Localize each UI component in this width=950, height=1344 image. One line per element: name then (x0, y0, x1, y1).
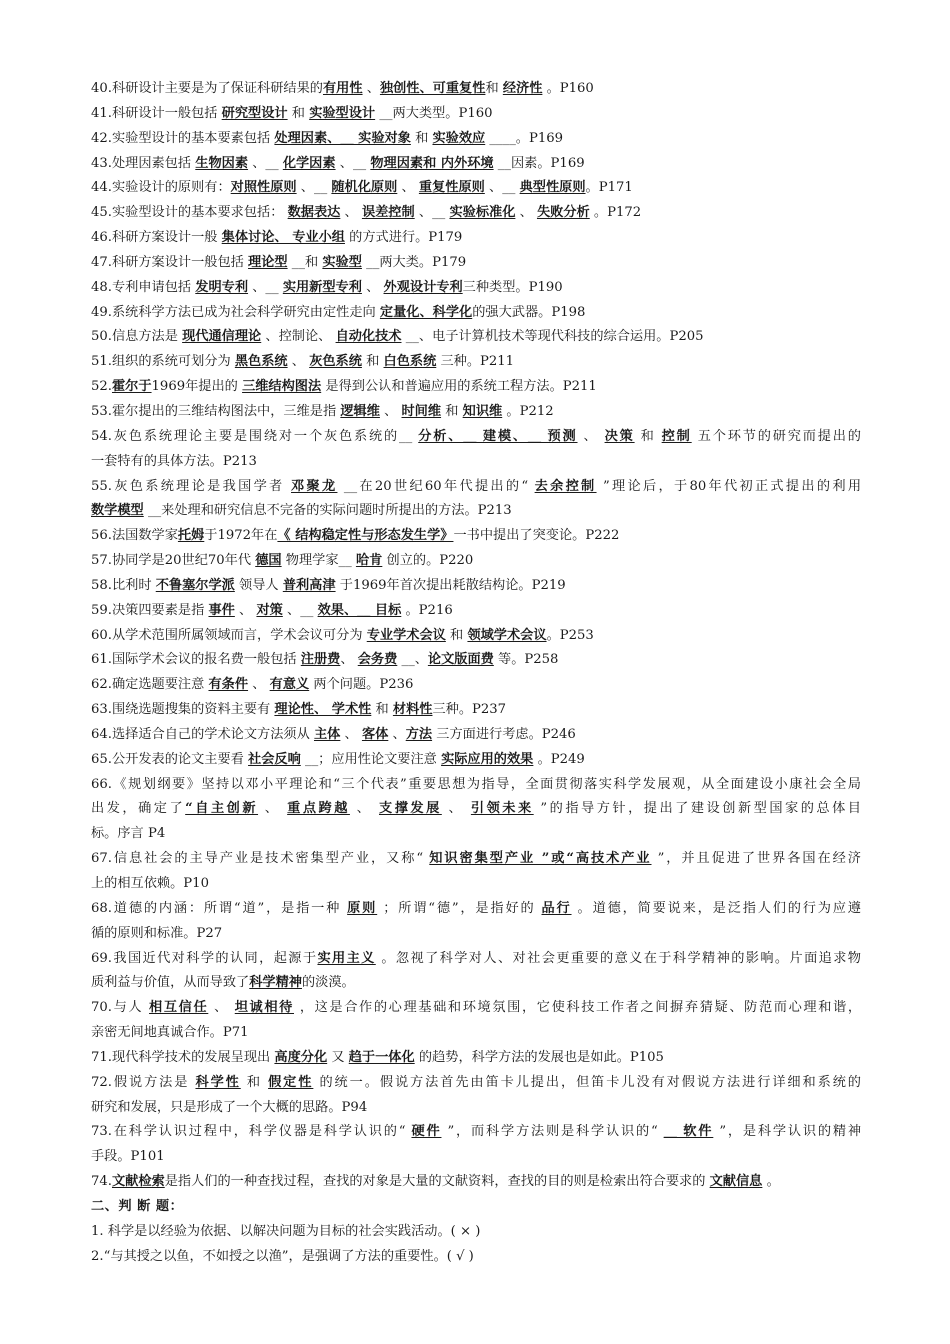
answer-text: “自主创新 (185, 801, 259, 817)
answer-text: 数据表达 (287, 205, 341, 221)
answer-text: 误差控制 (361, 205, 415, 221)
answer-text: 实验型 (322, 254, 362, 270)
answer-text: 决策 (604, 428, 635, 444)
question-line: 61.国际学术会议的报名费一般包括 注册费、 会务费 __、论文版面费 等。P258 (91, 652, 559, 668)
answer-text: 独创性、可重复性 (379, 81, 486, 96)
answer-text: 分析、__ 建模、__ 预测 (418, 428, 578, 444)
question-line: 57.协同学是20世纪70年代 德国 物理学家__ 哈肯 创立的。P220 (91, 553, 474, 569)
answer-text: 哈肯 (355, 553, 383, 569)
question-line: 67.信息社会的主导产业是技术密集型产业，又称“ 知识密集型产业 ”或“高技术产业 ”，并且促进了世界各国在经济 (91, 851, 861, 867)
question-line: 53.霍尔提出的三维结构图法中，三维是指 逻辑维 、 时间维 和 知识维 。P212 (91, 403, 554, 419)
answer-text: 文献检索 (111, 1174, 165, 1190)
answer-text: 处理因素、__ 实验对象 (274, 130, 411, 146)
answer-text: 社会反响 (248, 751, 301, 767)
answer-text: 会务费 (357, 652, 398, 668)
question-line: 标。序言 P4 (91, 826, 166, 842)
question-line: 65.公开发表的论文主要看 社会反响 __；应用性论文要注意 实际应用的效果 。P249 (91, 751, 585, 767)
answer-text: 理论型 (248, 254, 288, 270)
answer-text: 原则 (347, 900, 378, 916)
question-line: 52.霍尔于1969年提出的 三维结构图法 是得到公认和普遍应用的系统工程方法。P211 (91, 379, 597, 395)
fill-in-blank-questions (91, 77, 861, 1270)
answer-text: 知识密集型产业 ”或“高技术产业 (429, 851, 652, 867)
answer-text: 化学因素 (282, 155, 336, 171)
answer-text: 有意义 (269, 677, 310, 693)
answer-text: 事件 (208, 602, 235, 618)
answer-text: 领域学术会议 (467, 627, 547, 643)
answer-text: 论文版面费 (427, 652, 494, 668)
answer-text: 硬件 (411, 1124, 442, 1140)
answer-text: 白色系统 (383, 354, 437, 370)
question-line: 62.确定选题要注意 有条件 、 有意义 两个问题。P236 (91, 677, 414, 693)
answer-text: 典型性原则 (519, 180, 586, 196)
question-line: 50.信息方法是 现代通信理论 、控制论、 自动化技术 __、电子计算机技术等现代科技的综合运用。P205 (91, 329, 704, 345)
answer-text: 专业学术会议 (366, 627, 446, 643)
question-line: 2.“与其授之以鱼，不如授之以渔”，是强调了方法的重要性。( √ ) (91, 1248, 474, 1264)
answer-text: 重点跨越 (287, 801, 350, 817)
question-line: 47.科研方案设计一般包括 理论型 __和 实验型 __两大类。P179 (91, 254, 467, 270)
answer-text: 实验效应 (432, 130, 486, 146)
answer-text: 高度分化 (274, 1049, 328, 1065)
answer-text: 定量化、科学化 (379, 304, 473, 320)
question-line: 69.我国近代对科学的认同，起源于实用主义 。忽视了科学对人、对社会更重要的意义在于科学精神的影响。片面追求物 (91, 950, 861, 966)
answer-text: 不鲁塞尔学派 (155, 577, 235, 593)
question-line: 54.灰色系统理论主要是围绕对一个灰色系统的__ 分析、__ 建模、__ 预测 、 决策 和 控制 五个环节的研究而提出的 (91, 428, 861, 444)
question-line: 45.实验型设计的基本要求包括： 数据表达 、 误差控制 、__ 实验标准化 、 失败分析 。P172 (91, 205, 642, 221)
answer-text: 黑色系统 (234, 354, 288, 370)
answer-text: 集体讨论、 专业小组 (221, 230, 345, 246)
answer-text: 去余控制 (534, 478, 597, 494)
question-line: 手段。P101 (91, 1149, 165, 1165)
answer-text: 实验标准化 (449, 205, 516, 221)
question-line: 58.比利时 不鲁塞尔学派 领导人 普利高津 于1969年首次提出耗散结构论。P219 (91, 577, 566, 593)
answer-text: 控制 (661, 428, 692, 444)
answer-text: 假定性 (268, 1074, 314, 1090)
question-line: 42.实验型设计的基本要素包括 处理因素、__ 实验对象 和 实验效应 ____。P169 (91, 130, 564, 146)
question-line: 51.组织的系统可划分为 黑色系统 、 灰色系统 和 白色系统 三种。P211 (91, 354, 515, 370)
answer-text: 物理因素和 内外环境 (370, 155, 494, 171)
question-line: 出发，确定了“自主创新 、 重点跨越 、 支撑发展 、 引领未来 ”的指导方针，提出了建设创新型国家的总体目 (91, 801, 861, 817)
answer-text: 研究型设计 (221, 105, 288, 121)
question-line: 上的相互依赖。P10 (91, 876, 209, 891)
question-line: 43.处理因素包括 生物因素 、__ 化学因素 、__ 物理因素和 内外环境 __因素。P169 (91, 155, 585, 171)
answer-text: 知识维 (462, 403, 503, 419)
question-line: 59.决策四要素是指 事件 、 对策 、__ 效果、__ 目标 。P216 (91, 602, 453, 618)
question-line: 46.科研方案设计一般 集体讨论、 专业小组 的方式进行。P179 (91, 230, 463, 246)
answer-text: 随机化原则 (331, 180, 398, 196)
question-line: 72.假说方法是 科学性 和 假定性 的统一。假说方法首先由笛卡儿提出，但笛卡儿没有对假说方法进行详细和系统的 (91, 1074, 861, 1090)
answer-text: 三维结构图法 (242, 379, 322, 395)
question-line: 一套特有的具体方法。P213 (91, 453, 257, 469)
answer-text: 发明专利 (195, 279, 249, 295)
answer-text: 数学模型 (91, 503, 144, 519)
answer-text: 有条件 (208, 677, 249, 693)
question-line: 循的原则和标准。P27 (91, 925, 223, 941)
answer-text: 实用主义 (317, 950, 376, 966)
answer-text: 霍尔于 (111, 379, 152, 395)
answer-text: 对策 (256, 602, 283, 618)
answer-text: 对照性原则 (230, 180, 297, 196)
question-line: 56.法国数学家托姆于1972年在《 结构稳定性与形态发生学》一书中提出了突变论。P222 (91, 528, 620, 544)
question-line: 70.与人 相互信任 、 坦诚相待 ，这是合作的心理基础和环境氛围，它使科技工作者之间摒弃猜疑、防范而心理和谐， (91, 1000, 861, 1016)
answer-text: 托姆 (177, 528, 205, 544)
question-line: 74.文献检索是指人们的一种查找过程，查找的对象是大量的文献资料，查找的目的则是检索出符合要求的 文献信息 。 (91, 1174, 780, 1190)
question-line: 数学模型 __来处理和研究信息不完备的实际问题时所提出的方法。P213 (91, 503, 512, 519)
question-line: 41.科研设计一般包括 研究型设计 和 实验型设计 __两大类型。P160 (91, 105, 493, 121)
answer-text: 相互信任 (149, 1000, 209, 1016)
answer-text: 主体 (313, 726, 341, 742)
answer-text: 逻辑维 (340, 403, 380, 419)
answer-text: 重复性原则 (418, 180, 485, 196)
answer-text: 支撑发展 (379, 801, 442, 817)
question-line: 63.围绕选题搜集的资料主要有 理论性、 学术性 和 材料性三种。P237 (91, 702, 507, 718)
answer-text: 实际应用的效果 (441, 751, 534, 767)
answer-text: 引领未来 (470, 801, 534, 817)
answer-text: 客体 (361, 726, 389, 742)
answer-text: 灰色系统 (309, 354, 362, 370)
answer-text: 德国 (255, 553, 282, 569)
question-line: 66.《规划纲要》坚持以邓小平理论和“三个代表”重要思想为指导，全面贯彻落实科学发展观，从全面建设小康社会全局 (91, 776, 861, 792)
answer-text: 失败分析 (536, 205, 590, 221)
question-line: 44.实验设计的原则有：对照性原则 、__ 随机化原则 、 重复性原则 、__ 典型性原则。P171 (91, 180, 633, 196)
question-line: 71.现代科学技术的发展呈现出 高度分化 又 趋于一体化 的趋势，科学方法的发展也是如此。P105 (91, 1049, 664, 1065)
answer-text: 外观设计专利 (383, 279, 463, 295)
question-line: 亲密无间地真诚合作。P71 (91, 1025, 249, 1041)
question-line: 64.选择适合自己的学术论文方法须从 主体 、 客体 、方法 三方面进行考虑。P246 (91, 726, 576, 742)
question-line: 研究和发展，只是形成了一个大概的思路。P94 (91, 1099, 368, 1115)
answer-text: 科学性 (195, 1074, 241, 1090)
answer-text: 实验型设计 (309, 105, 376, 121)
question-line: 1. 科学是以经验为依据、以解决问题为目标的社会实践活动。( × ) (91, 1223, 481, 1239)
answer-text: 材料性 (392, 702, 433, 718)
answer-text: 邓聚龙 (291, 478, 338, 494)
answer-text: 科学精神 (249, 975, 302, 991)
answer-text: 《 结构稳定性与形态发生学》 (277, 528, 454, 544)
answer-text: 方法 (405, 726, 433, 742)
answer-text: 品行 (541, 900, 572, 916)
answer-text: 普利高津 (282, 577, 336, 593)
answer-text: 注册费 (300, 652, 341, 668)
question-line: 68.道德的内涵：所谓“道”，是指一种 原则 ；所谓“德”，是指好的 品行 。道德，简要说来，是泛指人们的行为应遵 (91, 900, 861, 916)
answer-text: 有用性 (322, 81, 363, 96)
question-line: 55.灰色系统理论是我国学者 邓聚龙 __在20世纪60年代提出的“ 去余控制 ”理论后，于80年代初正式提出的利用 (91, 478, 861, 494)
answer-text: 效果、__ 目标 (317, 602, 402, 618)
question-line: 73.在科学认识过程中，科学仪器是科学认识的“ 硬件 ”，而科学方法则是科学认识的“ __ 软件 ”，是科学认识的精神 (91, 1124, 861, 1140)
section-heading: 二、判 断 题： (91, 1198, 184, 1214)
question-line: 质利益与价值，从而导致了科学精神的淡漠。 (91, 975, 355, 991)
answer-text: 理论性、 学术性 (274, 702, 372, 718)
answer-text: 文献信息 (709, 1174, 763, 1190)
answer-text: 生物因素 (195, 155, 249, 171)
answer-text: 自动化技术 (335, 329, 402, 345)
answer-text: 实用新型专利 (282, 279, 362, 295)
question-line: 49.系统科学方法已成为社会科学研究由定性走向 定量化、科学化的强大武器。P198 (91, 304, 586, 320)
answer-text: 趋于一体化 (348, 1049, 415, 1065)
answer-text: __ 软件 (663, 1124, 714, 1140)
answer-text: 经济性 (502, 81, 543, 96)
question-line: 60.从学术范围所属领域而言，学术会议可分为 专业学术会议 和 领域学术会议。P253 (91, 627, 594, 643)
question-line: 40.科研设计主要是为了保证科研结果的有用性 、独创性、可重复性和 经济性 。P160 (91, 81, 594, 96)
question-line: 48.专利申请包括 发明专利 、__ 实用新型专利 、 外观设计专利三种类型。P190 (91, 279, 563, 295)
answer-text: 时间维 (401, 403, 442, 419)
answer-text: 现代通信理论 (182, 329, 262, 345)
answer-text: 坦诚相待 (234, 1000, 294, 1016)
